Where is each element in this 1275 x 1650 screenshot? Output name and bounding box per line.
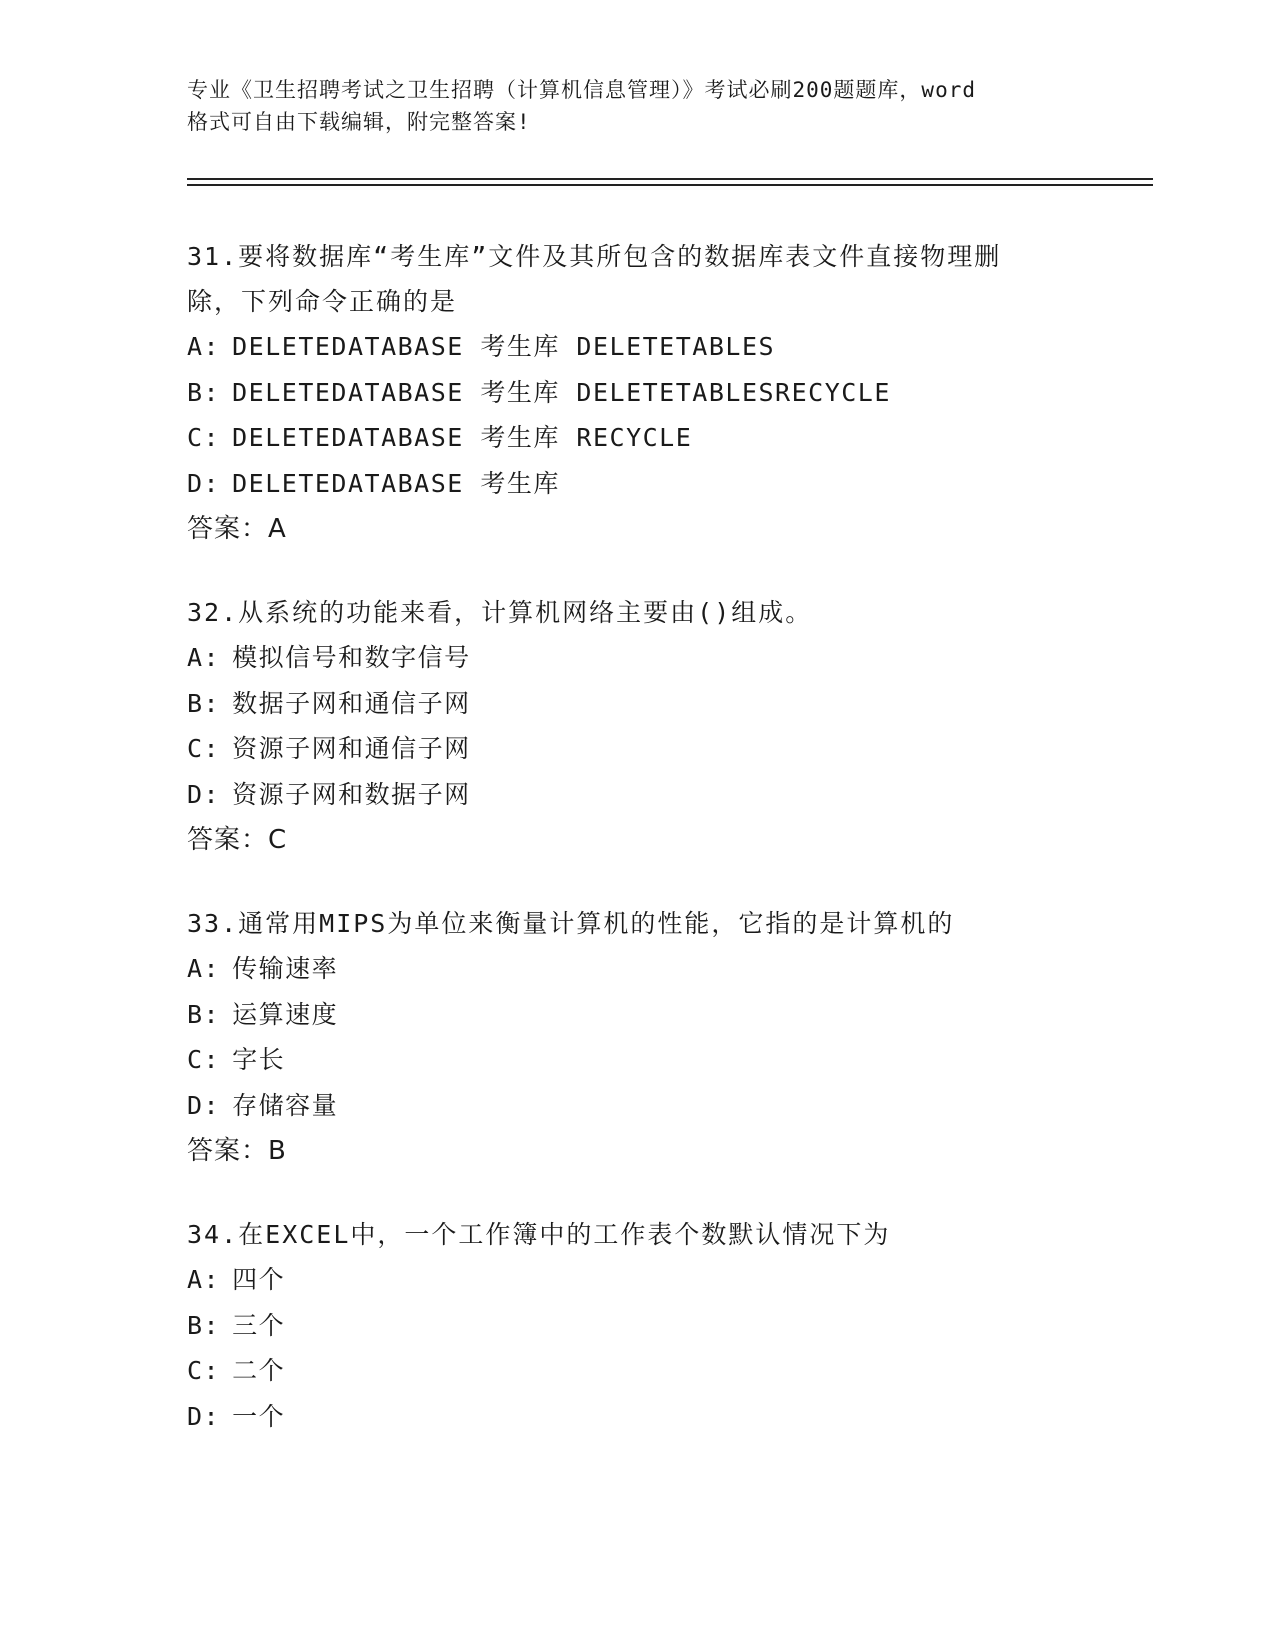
option-c xyxy=(187,726,1087,772)
option-label: A: xyxy=(187,1265,221,1294)
answer: 答案：C xyxy=(187,825,288,855)
option-text: 资源子网和数据子网 xyxy=(232,779,471,809)
option-label: B: xyxy=(187,377,221,407)
question-stem: 34.在EXCEL中，一个工作簿中的工作表个数默认情况下为 xyxy=(187,1220,891,1249)
option-text: DELETEDATABASE 考生库 xyxy=(232,468,560,498)
option-label: B: xyxy=(187,999,221,1029)
header-line-2: 格式可自由下载编辑，附完整答案! xyxy=(187,110,531,134)
option-label: D: xyxy=(187,468,221,498)
option-b xyxy=(187,370,1087,416)
option-text: DELETEDATABASE 考生库 RECYCLE xyxy=(232,423,693,452)
question-stem: 32.从系统的功能来看，计算机网络主要由()组成。 xyxy=(187,598,813,627)
question-stem: 33.通常用MIPS为单位来衡量计算机的性能，它指的是计算机的 xyxy=(187,909,955,938)
option-d xyxy=(187,1083,1087,1129)
option-label: A: xyxy=(187,332,221,361)
option-a xyxy=(187,324,1087,370)
header-line-1: 专业《卫生招聘考试之卫生招聘（计算机信息管理）》考试必刷200题题库，word xyxy=(187,78,976,102)
option-a xyxy=(187,1257,1087,1303)
question-stem: 31.要将数据库“考生库”文件及其所包含的数据库表文件直接物理删 xyxy=(187,242,1002,271)
question-34 xyxy=(187,1212,1087,1439)
option-c xyxy=(187,1037,1087,1083)
option-c xyxy=(187,415,1087,461)
document-header xyxy=(187,74,1087,138)
option-d xyxy=(187,772,1087,818)
option-label: B: xyxy=(187,688,221,718)
question-33 xyxy=(187,901,1087,1174)
header-divider-top xyxy=(187,178,1153,180)
option-text: 资源子网和通信子网 xyxy=(232,734,471,763)
question-list xyxy=(187,234,1087,1477)
option-d xyxy=(187,461,1087,507)
option-text: 模拟信号和数字信号 xyxy=(232,643,471,672)
option-label: D: xyxy=(187,1090,221,1120)
option-text: 数据子网和通信子网 xyxy=(232,688,471,718)
option-c xyxy=(187,1348,1087,1394)
option-text: 字长 xyxy=(232,1045,286,1074)
option-d xyxy=(187,1394,1087,1440)
question-32 xyxy=(187,590,1087,863)
option-text: 运算速度 xyxy=(232,999,339,1029)
option-b xyxy=(187,1303,1087,1349)
option-label: D: xyxy=(187,779,221,809)
question-31 xyxy=(187,234,1087,552)
option-text: 四个 xyxy=(232,1265,286,1294)
option-label: A: xyxy=(187,643,221,672)
option-b xyxy=(187,681,1087,727)
option-label: C: xyxy=(187,1045,221,1074)
option-text: 二个 xyxy=(232,1356,286,1385)
answer: 答案：A xyxy=(187,514,287,544)
option-text: DELETEDATABASE 考生库 DELETETABLESRECYCLE xyxy=(232,377,891,407)
option-text: 传输速率 xyxy=(232,954,339,983)
option-label: C: xyxy=(187,423,221,452)
option-text: 一个 xyxy=(232,1401,286,1431)
option-label: A: xyxy=(187,954,221,983)
question-stem-continued: 除，下列命令正确的是 xyxy=(187,287,458,316)
option-text: 存储容量 xyxy=(232,1090,339,1120)
option-label: C: xyxy=(187,734,221,763)
option-label: D: xyxy=(187,1401,221,1431)
option-a xyxy=(187,946,1087,992)
option-text: 三个 xyxy=(232,1310,286,1340)
answer: 答案：B xyxy=(187,1136,287,1166)
option-b xyxy=(187,992,1087,1038)
option-text: DELETEDATABASE 考生库 DELETETABLES xyxy=(232,332,776,361)
option-a xyxy=(187,635,1087,681)
option-label: B: xyxy=(187,1310,221,1340)
option-label: C: xyxy=(187,1356,221,1385)
header-divider-bottom xyxy=(187,184,1153,186)
